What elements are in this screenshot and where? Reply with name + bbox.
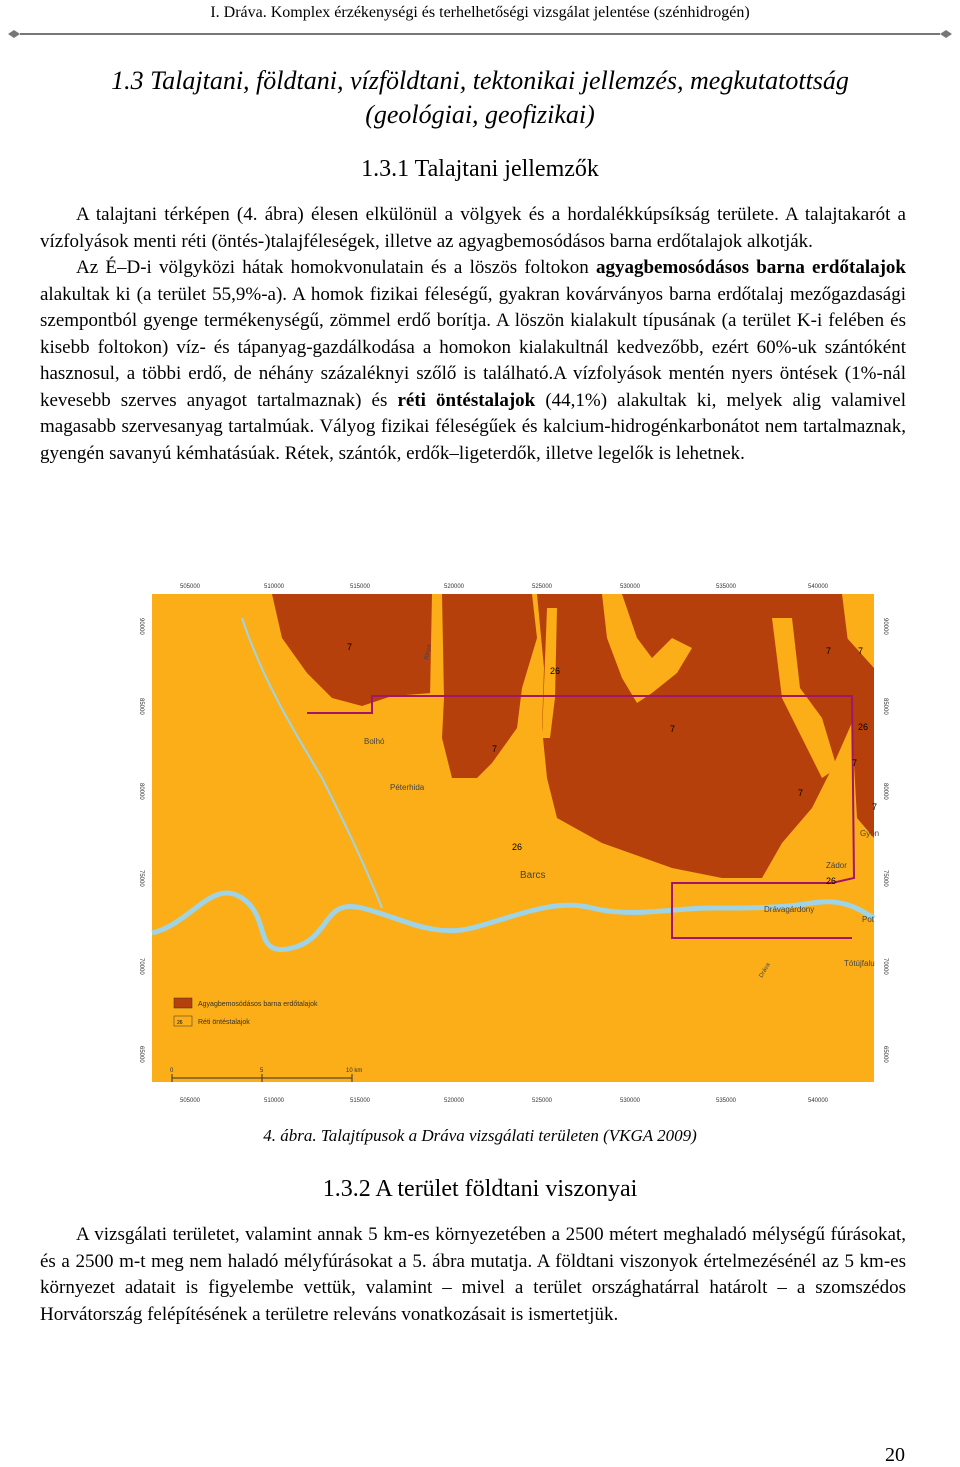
zone-label-5: 7 bbox=[798, 788, 804, 798]
bottom-tick-0: 505000 bbox=[180, 1098, 201, 1104]
top-tick-2: 515000 bbox=[350, 584, 371, 590]
zone-label-1: 7 bbox=[492, 744, 498, 754]
section-1-3-1-title: 1.3.1 Talajtani jellemzők bbox=[361, 156, 599, 182]
top-tick-6: 535000 bbox=[716, 584, 737, 590]
place-gyon: Gyön bbox=[860, 829, 880, 838]
right-tick-3: 75000 bbox=[882, 870, 888, 887]
bottom-tick-4: 525000 bbox=[532, 1098, 553, 1104]
section-1-3-2-title: 1.3.2 A terület földtani viszonyai bbox=[322, 1176, 638, 1202]
zone-label-0: 7 bbox=[347, 642, 353, 652]
right-tick-1: 85000 bbox=[882, 698, 888, 715]
top-tick-0: 505000 bbox=[180, 584, 201, 590]
soil-paragraph-intro bbox=[40, 202, 906, 467]
right-tick-4: 70000 bbox=[882, 958, 888, 975]
place-bolho: Bolhó bbox=[364, 737, 385, 746]
soil-map-figure bbox=[132, 578, 892, 1108]
left-tick-1: 85000 bbox=[138, 698, 144, 715]
top-tick-7: 540000 bbox=[808, 584, 829, 590]
section-1-3-title: 1.3 Talajtani, földtani, vízföldtani, tektonikai jellemzés, megkutatottság bbox=[111, 66, 849, 95]
zone-label-7: 26 bbox=[550, 666, 561, 676]
place-totujfalu: Tótújfalu bbox=[844, 959, 875, 968]
bottom-tick-2: 515000 bbox=[350, 1098, 371, 1104]
bottom-tick-7: 540000 bbox=[808, 1098, 829, 1104]
left-tick-5: 65000 bbox=[138, 1046, 144, 1063]
p2-bold-forest-soil: agyagbemosódásos barna erdőtalajok bbox=[595, 257, 906, 278]
bottom-tick-5: 530000 bbox=[620, 1098, 641, 1104]
place-barcs: Barcs bbox=[520, 870, 546, 881]
right-tick-0: 90000 bbox=[882, 618, 888, 635]
figure-caption: 4. ábra. Talajtípusok a Dráva vizsgálati területen (VKGA 2009) bbox=[263, 1126, 697, 1145]
soil-paragraph-2 bbox=[40, 255, 906, 467]
legend-swatch-forest-soil bbox=[174, 998, 192, 1008]
geology-paragraph bbox=[40, 1222, 906, 1328]
place-zador: Zádor bbox=[826, 861, 847, 870]
left-tick-0: 90000 bbox=[138, 618, 144, 635]
header-rule bbox=[8, 30, 952, 38]
zone-label-10: 26 bbox=[858, 722, 869, 732]
soil-paragraph-1: A talajtani térképen (4. ábra) élesen elkülönül a völgyek és a hordalékkúpsíkság területe. A talajtakarót a vízfolyások menti réti (öntés-)talajféleségek, illetve az agyagbemosódásos barna erdőtalajok alkotják. bbox=[40, 204, 906, 252]
running-header: I. Dráva. Komplex érzékenységi és terhelhetőségi vizsgálat jelentése (szénhidrogén) bbox=[210, 4, 750, 21]
zone-label-4: 7 bbox=[858, 646, 864, 656]
legend-label-meadow-soil: Réti öntéstalajok bbox=[198, 1019, 250, 1026]
zone-label-6: 7 bbox=[852, 758, 858, 768]
p2-text-c: (44,1%) alakultak ki, melyek alig valamivel magasabb szervesanyag tartalmúak. Vályog fizikai féleségűek és kalcium-hidrogénkarbonátot nem tartalmaznak, gyengén savanyú kémhatásúak. Rétek, szántók, erdők–ligeterdők, illetve legelők is lehetnek. bbox=[40, 389, 906, 464]
bottom-tick-3: 520000 bbox=[444, 1098, 465, 1104]
scale-label-0: 0 bbox=[170, 1068, 174, 1074]
left-tick-3: 75000 bbox=[138, 870, 144, 887]
place-dravagardony: Drávagárdony bbox=[764, 905, 815, 914]
p2-text-b: alakultak ki (a terület 55,9%-a). A homok fizikai féleségű, gyakran kovárványos barna erdőtalaj mezőgazdasági szempontból gyenge termékenységű, zömmel erdő borítja. A löszön kialakult típusának (a terület K-i felében és kisebb foltokon) víz- és tápanyag-gazdálkodása a homokon kialakultnál kedvezőbb, ezért 60%-uk szántóként hasznosul, a többi erdő, de néhány százaléknyi szőlő is található.A vízfolyások mentén nyers öntések (1%-nál kevesebb szerves anyagot tartalmaznak) és bbox=[40, 283, 906, 411]
left-tick-4: 70000 bbox=[138, 958, 144, 975]
top-tick-1: 510000 bbox=[264, 584, 285, 590]
place-rinya: Rinya bbox=[424, 644, 433, 661]
zone-label-2: 7 bbox=[670, 724, 676, 734]
legend-code-meadow: 26 bbox=[177, 1020, 183, 1026]
bottom-tick-6: 535000 bbox=[716, 1098, 737, 1104]
zone-label-8: 26 bbox=[512, 842, 523, 852]
place-drava: Dráva bbox=[758, 962, 772, 979]
zone-label-11: 7 bbox=[872, 802, 878, 812]
top-tick-4: 525000 bbox=[532, 584, 553, 590]
p2-bold-meadow-soil: réti öntéstalajok bbox=[397, 389, 536, 411]
top-tick-3: 520000 bbox=[444, 584, 465, 590]
place-pot: Pot bbox=[862, 915, 875, 924]
legend-label-forest-soil: Agyagbemosódásos barna erdőtalajok bbox=[198, 1001, 318, 1008]
bottom-tick-1: 510000 bbox=[264, 1098, 285, 1104]
section-1-3-subtitle: (geológiai, geofizikai) bbox=[365, 100, 595, 129]
geology-paragraph-1: A vizsgálati területet, valamint annak 5 km-es környezetében a 2500 métert meghaladó mélységű fúrásokat, és a 2500 m-t meg nem haladó mélyfúrásokat a 5. ábra mutatja. A földtani viszonyok értelmezésénél az 5 km-es környezet adatait is figyelembe vettük, valamint – mivel a terület országhatárral határolt – a szomszédos Horvátország felépítésének a területre releváns vonatkozásait is ismertetjük. bbox=[40, 1224, 906, 1325]
scale-label-10: 10 km bbox=[346, 1068, 363, 1074]
top-tick-5: 530000 bbox=[620, 584, 641, 590]
right-tick-5: 65000 bbox=[882, 1046, 888, 1063]
zone-label-3: 7 bbox=[826, 646, 832, 656]
right-tick-2: 80000 bbox=[882, 783, 888, 800]
page-number: 20 bbox=[885, 1444, 905, 1466]
scale-label-5: 5 bbox=[260, 1068, 264, 1074]
zone-label-9: 26 bbox=[826, 876, 837, 886]
p2-text-a: Az É–D-i völgyközi hátak homokvonulatain és a löszös foltokon bbox=[76, 257, 596, 278]
map-area bbox=[152, 594, 874, 1082]
left-tick-2: 80000 bbox=[138, 783, 144, 800]
place-peterhida: Péterhida bbox=[390, 783, 425, 792]
